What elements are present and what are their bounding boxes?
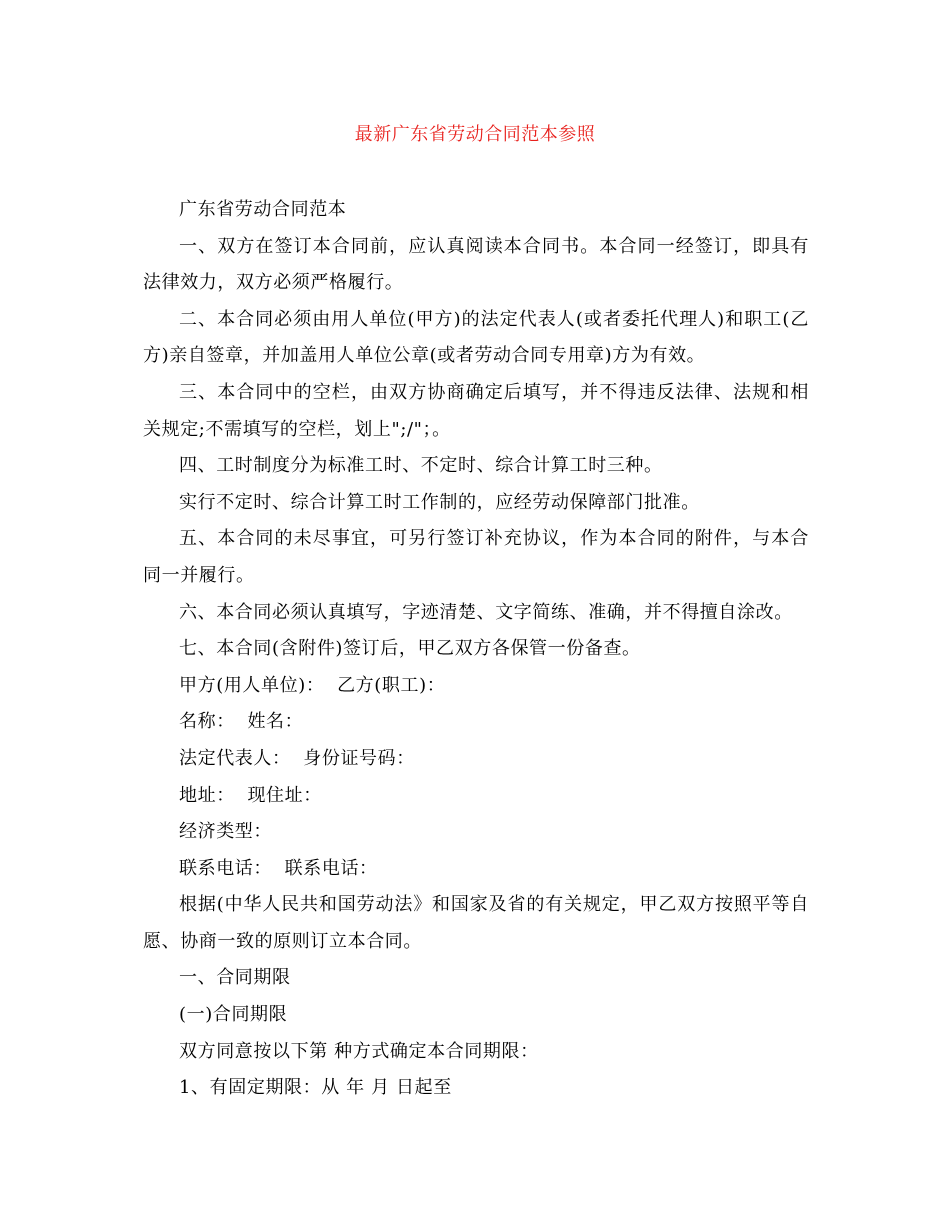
paragraph-fixed-term: 1、有固定期限：从 年 月 日起至 (179, 1077, 452, 1099)
paragraph-clause-6: 六、本合同必须认真填写，字迹清楚、文字简练、准确，并不得擅自涂改。 (179, 601, 793, 623)
paragraph-clause-1: 一、双方在签订本合同前，应认真阅读本合同书。本合同一经签订，即具有法律效力，双方必须严格履行。 (143, 235, 809, 294)
subsection-heading-contract-term: (一)合同期限 (179, 1004, 288, 1026)
paragraph-clause-4: 四、工时制度分为标准工时、不定时、综合计算工时三种。 (179, 455, 663, 477)
paragraph-clause-3: 三、本合同中的空栏，由双方协商确定后填写，并不得违反法律、法规和相关规定;不需填写的空栏，划上";/"；。 (143, 381, 809, 440)
field-address-labels: 地址： 现住址： (179, 784, 322, 806)
field-phone-labels: 联系电话： 联系电话： (179, 857, 378, 879)
paragraph-clause-5: 五、本合同的未尽事宜，可另行签订补充协议，作为本合同的附件，与本合同一并履行。 (143, 528, 809, 586)
field-representative-id-labels: 法定代表人： 身份证号码： (179, 747, 415, 769)
paragraph-term-method: 双方同意按以下第 种方式确定本合同期限： (179, 1040, 539, 1062)
document-title: 最新广东省劳动合同范本参照 (354, 124, 596, 145)
section-heading-contract-term: 一、合同期限 (179, 967, 291, 989)
field-party-labels: 甲方(用人单位)： 乙方(职工)： (179, 674, 446, 696)
document-body (143, 192, 809, 1107)
field-economic-type-label: 经济类型： (179, 821, 272, 843)
paragraph-preamble: 根据(中华人民共和国劳动法》和国家及省的有关规定，甲乙双方按照平等自愿、协商一致的原则订立本合同。 (143, 894, 809, 952)
paragraph-heading: 广东省劳动合同范本 (179, 199, 347, 220)
paragraph-clause-2: 二、本合同必须由用人单位(甲方)的法定代表人(或者委托代理人)和职工(乙方)亲自签章，并加盖用人单位公章(或者劳动合同专用章)方为有效。 (143, 308, 809, 367)
paragraph-clause-7: 七、本合同(含附件)签订后，甲乙双方各保管一份备查。 (179, 638, 641, 660)
paragraph-clause-4-note: 实行不定时、综合计算工时工作制的，应经劳动保障部门批准。 (179, 491, 700, 513)
field-name-labels: 名称： 姓名： (179, 711, 304, 733)
